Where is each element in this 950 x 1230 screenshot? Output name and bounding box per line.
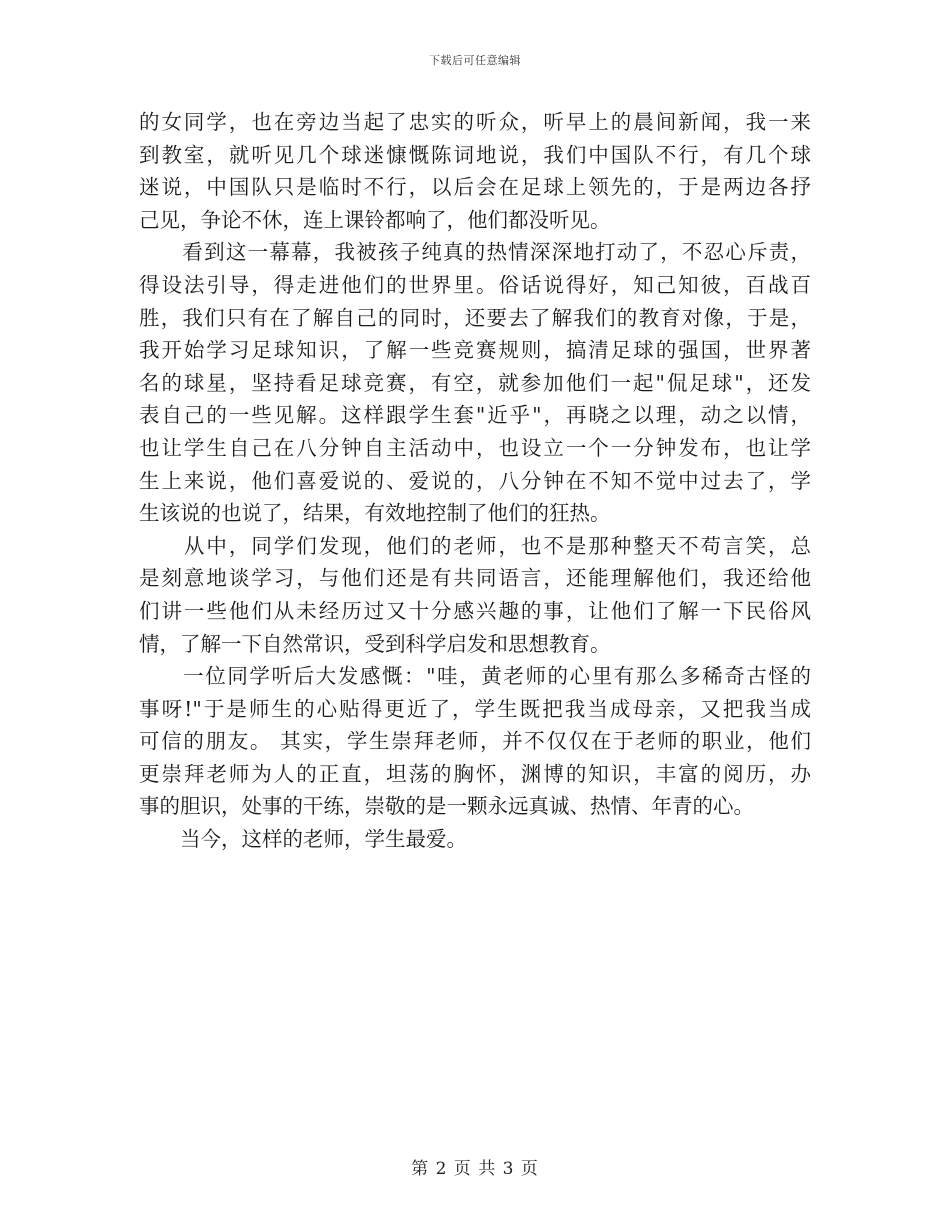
text-line: 当今，这样的老师，学生最爱。 [139, 827, 467, 852]
text-line: 生上来说，他们喜爱说的、爱说的，八分钟在不知不觉中过去了，学 [139, 468, 811, 493]
paragraph [139, 106, 811, 236]
text-line: 可信的朋友。 其实，学生崇拜老师，并不仅仅在于老师的职业，他们 [139, 729, 811, 754]
text-line: 迷说，中国队只是临时不行，以后会在足球上领先的，于是两边各抒 [139, 175, 811, 200]
text-line: 生该说的也说了，结果，有效地控制了他们的狂热。 [139, 501, 611, 526]
page-header: 下载后可任意编辑 [429, 54, 521, 67]
text-line: 从中，同学们发现，他们的老师，也不是那种整天不苟言笑，总 [139, 533, 811, 558]
text-line: 的女同学，也在旁边当起了忠实的听众，听早上的晨间新闻，我一来 [139, 110, 811, 134]
text-line: 一位同学听后大发感慨："哇，黄老师的心里有那么多稀奇古怪的 [139, 664, 811, 689]
text-line: 更崇拜老师为人的正直，坦荡的胸怀，渊博的知识，丰富的阅历，办 [139, 761, 811, 786]
paragraph [139, 660, 811, 823]
text-line: 也让学生自己在八分钟自主活动中，也设立一个一分钟发布，也让学 [139, 435, 811, 460]
text-line: 胜，我们只有在了解自己的同时，还要去了解我们的教育对像，于是， [139, 305, 811, 330]
text-line: 名的球星，坚持看足球竞赛，有空，就参加他们一起"侃足球"，还发 [139, 370, 811, 395]
paragraph [139, 823, 811, 856]
text-line: 情，了解一下自然常识，受到科学启发和思想教育。 [139, 631, 611, 656]
text-line: 到教室，就听见几个球迷慷慨陈词地说，我们中国队不行，有几个球 [139, 142, 811, 167]
text-line: 事的胆识，处事的干练，崇敬的是一颗永远真诚、热情、年青的心。 [139, 794, 754, 819]
paragraph [139, 236, 811, 529]
text-line: 得设法引导，得走进他们的世界里。俗话说得好，知己知彼，百战百 [139, 272, 811, 297]
document-body [139, 106, 811, 856]
text-line: 们讲一些他们从未经历过又十分感兴趣的事，让他们了解一下民俗风 [139, 598, 811, 623]
text-line: 事呀!"于是师生的心贴得更近了，学生既把我当成母亲，又把我当成 [139, 696, 811, 721]
text-line: 看到这一幕幕，我被孩子纯真的热情深深地打动了，不忍心斥责， [139, 240, 811, 265]
text-line: 表自己的一些见解。这样跟学生套"近乎"，再晓之以理，动之以情， [139, 403, 811, 428]
paragraph [139, 530, 811, 660]
text-line: 是刻意地谈学习，与他们还是有共同语言，还能理解他们，我还给他 [139, 566, 811, 591]
text-line: 己见，争论不休，连上课铃都响了，他们都没听见。 [139, 207, 611, 232]
text-line: 我开始学习足球知识，了解一些竞赛规则，搞清足球的强国，世界著 [139, 338, 811, 363]
page-footer: 第 2 页 共 3 页 [411, 1159, 539, 1179]
